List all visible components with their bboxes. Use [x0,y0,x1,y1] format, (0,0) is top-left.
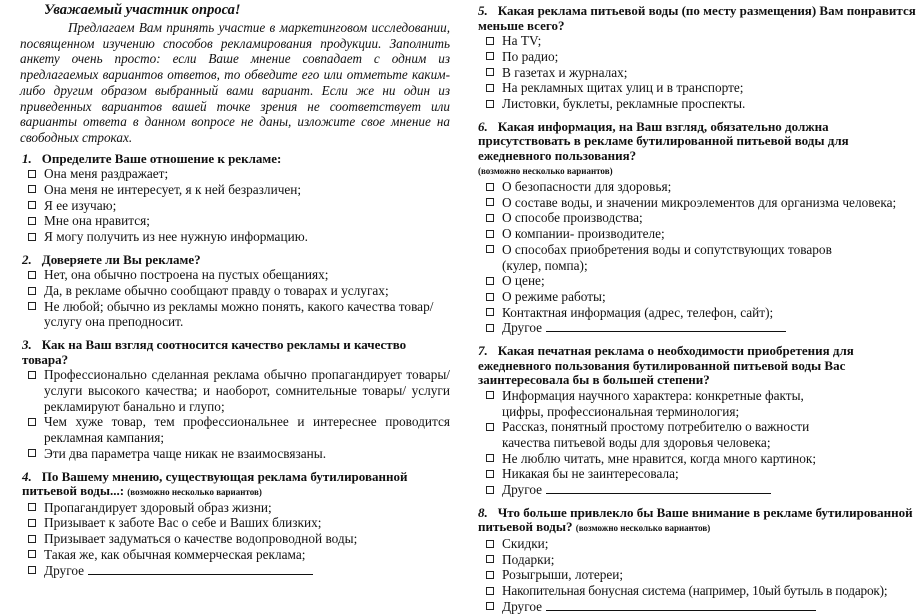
q7-option[interactable]: Рассказ, понятный простому потребителю о важности качества питьевой воды для здоровья человека; [478,419,852,450]
q6-option[interactable]: О режиме работы; [478,289,918,305]
q6-option[interactable]: О способах приобретения воды и сопутствующих товаров (кулер, помпа); [478,242,862,273]
question-5: 5. Какая реклама питьевой воды (по месту размещения) Вам понравится меньше всего? На TV; По радио; В газетах и журналах; На рекламных щитах улиц и в транспорте; Листовки, буклеты, рекламные проспекты. [478,4,918,112]
checkbox-icon[interactable] [28,519,36,527]
q2-option[interactable]: Не любой; обычно из рекламы можно понять, какого качества товар/ услугу она преподносит. [20,299,450,330]
checkbox-icon[interactable] [486,277,494,285]
q6-option[interactable]: О компании- производителе; [478,226,918,242]
q6-option[interactable]: О составе воды, и значении микроэлементов для организма человека; [478,195,918,211]
checkbox-icon[interactable] [486,293,494,301]
checkbox-icon[interactable] [486,470,494,478]
checkbox-icon[interactable] [486,37,494,45]
question-8-text: Что больше привлекло бы Ваше внимание в рекламе бутилированной питьевой воды? [478,504,913,535]
q8-option[interactable]: Подарки; [478,552,918,568]
checkbox-icon[interactable] [28,217,36,225]
q5-option[interactable]: На рекламных щитах улиц и в транспорте; [478,80,918,96]
q5-option[interactable]: В газетах и журналах; [478,65,918,81]
checkbox-icon[interactable] [486,183,494,191]
checkbox-icon[interactable] [486,540,494,548]
checkbox-icon[interactable] [486,230,494,238]
other-answer-line[interactable] [546,482,771,494]
checkbox-icon[interactable] [28,170,36,178]
q6-option-other[interactable]: Другое [478,320,918,336]
q4-option-other[interactable]: Другое [20,563,450,579]
checkbox-icon[interactable] [28,550,36,558]
checkbox-icon[interactable] [486,100,494,108]
checkbox-icon[interactable] [486,308,494,316]
q6-option[interactable]: О безопасности для здоровья; [478,179,918,195]
question-8-note: (возможно несколько вариантов) [575,523,711,534]
q8-option[interactable]: Накопительная бонусная система (например, 10ый бутыль в подарок); [478,583,918,599]
q6-option[interactable]: О способе производства; [478,210,918,226]
q4-option[interactable]: Пропагандирует здоровый образ жизни; [20,500,450,516]
q3-option[interactable]: Чем хуже товар, тем профессиональнее и интереснее проводится рекламная кампания; [20,414,450,445]
q6-option[interactable]: О цене; [478,273,918,289]
q2-option[interactable]: Да, в рекламе обычно сообщают правду о товарах и услугах; [20,283,450,299]
checkbox-icon[interactable] [28,287,36,295]
checkbox-icon[interactable] [486,602,494,610]
checkbox-icon[interactable] [486,68,494,76]
checkbox-icon[interactable] [486,486,494,494]
q1-option[interactable]: Она меня не интересует, я к ней безразличен; [20,182,450,198]
q8-option[interactable]: Скидки; [478,536,918,552]
right-column [478,0,918,615]
checkbox-icon[interactable] [28,302,36,310]
checkbox-icon[interactable] [486,423,494,431]
checkbox-icon[interactable] [486,198,494,206]
q5-option[interactable]: По радио; [478,49,918,65]
q7-option[interactable]: Информация научного характера: конкретные факты, цифры, профессиональная терминология; [478,388,832,419]
q6-option[interactable]: Контактная информация (адрес, телефон, сайт); [478,305,918,321]
question-8: 8. Что больше привлекло бы Ваше внимание в рекламе бутилированной питьевой воды? (возможно несколько вариантов) Скидки; Подарки; Розыгрыши, лотереи; Накопительная бонусная система (например, 10ый бутыль в подарок); Другое [478,506,918,615]
survey-title: Уважаемый участник опроса! [44,2,241,18]
question-7: 7. Какая печатная реклама о необходимости приобретения для ежедневного пользования бутилированной питьевой воды Вас заинтересовала бы в большей степени? Информация научного характера: конкретные факты, цифры, профессиональная терминология; Рассказ, понятный простому потребителю о важности качества питьевой воды для здоровья человека; Не люблю читать, мне нравится, когда много картинок; Никакая бы не заинтересовала; Другое [478,344,918,498]
checkbox-icon[interactable] [28,418,36,426]
q8-option[interactable]: Розыгрыши, лотереи; [478,567,918,583]
question-6-text: Какая информация, на Ваш взгляд, обязательно должна присутствовать в рекламе бутилированной питьевой воды для ежедневного пользования? [478,118,849,163]
question-7-text: Какая печатная реклама о необходимости приобретения для ежедневного пользования бутилированной питьевой воды Вас заинтересовала бы в большей степени? [478,343,854,388]
checkbox-icon[interactable] [28,233,36,241]
checkbox-icon[interactable] [486,571,494,579]
question-1-text: Определите Ваше отношение к рекламе: [41,150,282,166]
checkbox-icon[interactable] [28,449,36,457]
checkbox-icon[interactable] [28,503,36,511]
question-4-text: По Вашему мнению, существующая реклама бутилированной питьевой воды...: [22,468,408,499]
other-answer-line[interactable] [546,599,816,611]
checkbox-icon[interactable] [486,587,494,595]
question-4-note: (возможно несколько вариантов) [127,487,262,498]
q5-option[interactable]: На TV; [478,33,918,49]
checkbox-icon[interactable] [486,52,494,60]
q4-option[interactable]: Призывает задуматься о качестве водопроводной воды; [20,531,450,547]
checkbox-icon[interactable] [28,566,36,574]
q1-option[interactable]: Мне она нравится; [20,213,450,229]
q3-option[interactable]: Профессионально сделанная реклама обычно пропагандирует товары/ услуги высокого качества; и наоборот, сомнительные товары/ услуги рекламируют банально и глупо; [20,367,450,414]
checkbox-icon[interactable] [486,555,494,563]
survey-intro: Предлагаем Вам принять участие в маркетинговом исследовании, посвященном изучению способов рекламирования продукции. Заполнить анкету очень просто: если Ваше мнение совпадает с одним из предлагаемых вариантов ответов, то обведите его или отметьте каким-либо другим образом выбранный вами вариант. Если же ни один из приведенных вариантов вашей точке зрения не соответствует или варианты ответа в данном вопросе не даны, изложите свое мнение на свободных строках. [20,20,450,145]
question-6: 6. Какая информация, на Ваш взгляд, обязательно должна присутствовать в рекламе бутилированной питьевой воды для ежедневного пользования? (возможно несколько вариантов) О безопасности для здоровья; О составе воды, и значении микроэлементов для организма человека; О способе производства; О компании- производителе; О способах приобретения воды и сопутствующих товаров (кулер, помпа); О цене; О режиме работы; Контактная информация (адрес, телефон, сайт); Другое [478,120,918,336]
q7-option-other[interactable]: Другое [478,482,918,498]
checkbox-icon[interactable] [486,214,494,222]
q2-option[interactable]: Нет, она обычно построена на пустых обещаниях; [20,267,450,283]
q7-option[interactable]: Не люблю читать, мне нравится, когда много картинок; [478,451,918,467]
checkbox-icon[interactable] [28,535,36,543]
q4-option[interactable]: Такая же, как обычная коммерческая реклама; [20,547,450,563]
checkbox-icon[interactable] [486,84,494,92]
other-answer-line[interactable] [88,563,313,575]
q8-option-other[interactable]: Другое [478,599,918,615]
q4-option[interactable]: Призывает к заботе Вас о себе и Ваших близких; [20,515,450,531]
question-6-note: (возможно несколько вариантов) [478,166,613,177]
question-1: 1. Определите Ваше отношение к рекламе: Она меня раздражает; Она меня не интересует, я к ней безразличен; Я ее изучаю; Мне она нравится; Я могу получить из нее нужную информацию. [20,152,450,245]
question-3: 3. Как на Ваш взгляд соотносится качество рекламы и качество товара? Профессионально сделанная реклама обычно пропагандирует товары/ услуги высокого качества; и наоборот, сомнительные товары/ услуги рекламируют банально и глупо; Чем хуже товар, тем профессиональнее и интереснее проводится рекламная кампания; Эти два параметра чаще никак не взаимосвязаны. [22,337,450,461]
other-answer-line[interactable] [546,320,786,332]
checkbox-icon[interactable] [486,245,494,253]
q1-option[interactable]: Я ее изучаю; [20,198,450,214]
question-2-text: Доверяете ли Вы рекламе? [41,251,201,267]
checkbox-icon[interactable] [486,391,494,399]
q5-option[interactable]: Листовки, буклеты, рекламные проспекты. [478,96,918,112]
question-2: 2. Доверяете ли Вы рекламе? Нет, она обычно построена на пустых обещаниях; Да, в рекламе обычно сообщают правду о товарах и услугах; Не любой; обычно из рекламы можно понять, какого качества товар/ услугу она преподносит. [20,253,450,330]
question-4: 4. По Вашему мнению, существующая реклама бутилированной питьевой воды...: (возможно несколько вариантов) Пропагандирует здоровый образ жизни; Призывает к заботе Вас о себе и Ваших близких; Призывает задуматься о качестве водопроводной воды; Такая же, как обычная коммерческая реклама; Другое [20,470,450,579]
checkbox-icon[interactable] [486,454,494,462]
question-5-text: Какая реклама питьевой воды (по месту размещения) Вам понравится меньше всего? [478,3,916,33]
q1-option[interactable]: Она меня раздражает; [20,166,450,182]
checkbox-icon[interactable] [28,201,36,209]
checkbox-icon[interactable] [28,185,36,193]
checkbox-icon[interactable] [28,271,36,279]
q3-option[interactable]: Эти два параметра чаще никак не взаимосвязаны. [20,446,450,462]
checkbox-icon[interactable] [28,371,36,379]
left-column [20,0,450,578]
q7-option[interactable]: Никакая бы не заинтересовала; [478,466,918,482]
question-3-text: Как на Ваш взгляд соотносится качество рекламы и качество товара? [22,337,407,367]
q1-option[interactable]: Я могу получить из нее нужную информацию. [20,229,450,245]
checkbox-icon[interactable] [486,324,494,332]
